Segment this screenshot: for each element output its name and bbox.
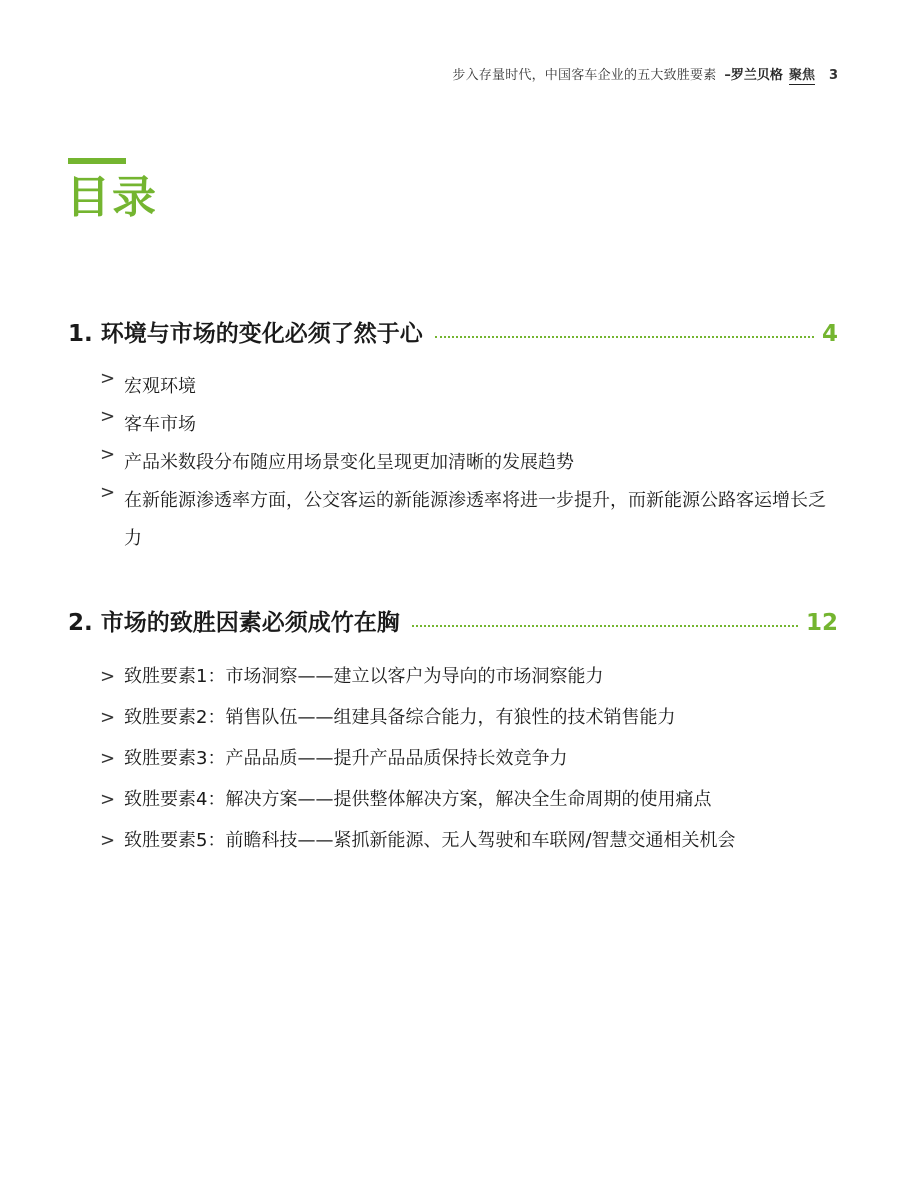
dotted-leader <box>435 336 814 338</box>
running-header <box>452 64 838 83</box>
chevron-right-icon: > <box>100 789 116 810</box>
toc-item-label: 致胜要素4：解决方案——提供整体解决方案，解决全生命周期的使用痛点 <box>124 789 712 810</box>
title-accent-bar <box>68 158 126 164</box>
toc-section-2[interactable] <box>68 612 838 635</box>
toc-item[interactable] <box>100 820 840 861</box>
toc-item-label: 在新能源渗透率方面，公交客运的新能源渗透率将进一步提升，而新能源公路客运增长乏力 <box>124 490 826 549</box>
chevron-right-icon: > <box>100 748 116 769</box>
toc-item[interactable] <box>100 779 840 820</box>
chevron-right-icon: > <box>100 406 116 427</box>
chevron-right-icon: > <box>100 482 116 503</box>
toc-item-label: 致胜要素3：产品品质——提升产品品质保持长效竞争力 <box>124 748 568 769</box>
toc-item-label: 客车市场 <box>124 414 196 435</box>
dotted-leader <box>412 625 798 627</box>
toc-item[interactable] <box>100 444 840 482</box>
toc-item-label: 致胜要素2：销售队伍——组建具备综合能力，有狼性的技术销售能力 <box>124 707 676 728</box>
chevron-right-icon: > <box>100 368 116 389</box>
toc-section-2-items <box>100 656 840 861</box>
toc-section-1-items <box>100 368 840 558</box>
toc-section-title: 1. 环境与市场的变化必须了然于心 <box>68 321 423 347</box>
brand-dash: – <box>724 68 731 83</box>
toc-item-label: 致胜要素1：市场洞察——建立以客户为导向的市场洞察能力 <box>124 666 604 687</box>
toc-item[interactable] <box>100 482 840 558</box>
report-subtitle: 步入存量时代，中国客车企业的五大致胜要素 <box>452 68 717 83</box>
toc-section-1[interactable] <box>68 323 838 346</box>
toc-section-page: 12 <box>805 610 838 636</box>
chevron-right-icon: > <box>100 444 116 465</box>
brand-name: 罗兰贝格 <box>730 68 783 83</box>
toc-item[interactable] <box>100 738 840 779</box>
toc-item-label: 产品米数段分布随应用场景变化呈现更加清晰的发展趋势 <box>124 452 574 473</box>
toc-item-label: 宏观环境 <box>124 376 196 397</box>
chevron-right-icon: > <box>100 830 116 851</box>
toc-section-page: 4 <box>821 321 838 347</box>
page-title: 目录 <box>66 172 158 223</box>
page-number: 3 <box>828 68 838 83</box>
chevron-right-icon: > <box>100 666 116 687</box>
brand-focus: 聚焦 <box>789 64 815 83</box>
toc-section-title: 2. 市场的致胜因素必须成竹在胸 <box>68 610 400 636</box>
toc-item[interactable] <box>100 368 840 406</box>
toc-item-label: 致胜要素5：前瞻科技——紧抓新能源、无人驾驶和车联网/智慧交通相关机会 <box>124 830 736 851</box>
toc-item[interactable] <box>100 656 840 697</box>
toc-item[interactable] <box>100 406 840 444</box>
toc-item[interactable] <box>100 697 840 738</box>
chevron-right-icon: > <box>100 707 116 728</box>
